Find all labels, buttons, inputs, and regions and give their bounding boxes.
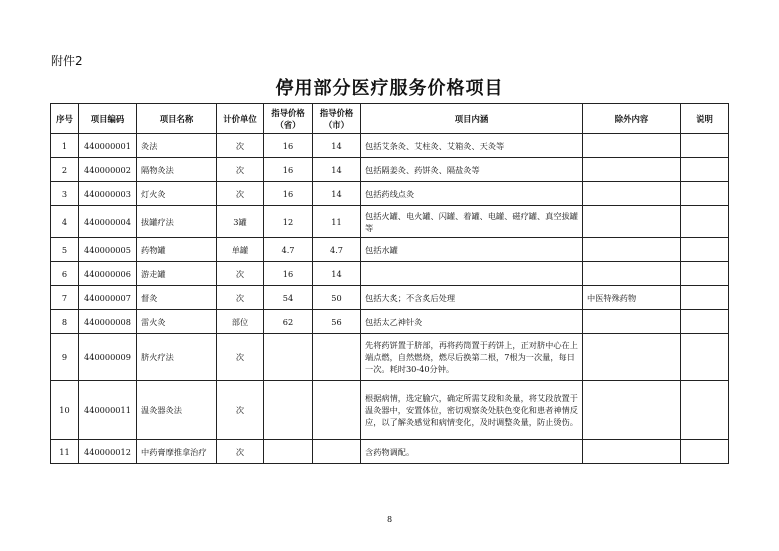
pricing-unit-cell: 次 <box>217 134 264 158</box>
note-cell <box>681 310 729 334</box>
price-province-cell: 62 <box>264 310 313 334</box>
table-row <box>51 381 729 440</box>
note-cell <box>681 158 729 182</box>
exclusion-content-cell <box>583 182 681 206</box>
note-cell <box>681 182 729 206</box>
item-code-cell: 440000008 <box>79 310 137 334</box>
row-number-cell: 1 <box>51 134 79 158</box>
item-name-cell: 督灸 <box>137 286 217 310</box>
pricing-unit-cell: 次 <box>217 286 264 310</box>
table-row <box>51 440 729 464</box>
row-number-cell: 2 <box>51 158 79 182</box>
item-content-cell: 包括艾条灸、艾柱灸、艾箱灸、天灸等 <box>361 134 583 158</box>
column-header: 除外内容 <box>583 104 681 134</box>
note-cell <box>681 440 729 464</box>
exclusion-content-cell: 中医特殊药物 <box>583 286 681 310</box>
item-code-cell: 440000002 <box>79 158 137 182</box>
table-row <box>51 286 729 310</box>
exclusion-content-cell <box>583 310 681 334</box>
pricing-unit-cell: 次 <box>217 440 264 464</box>
price-province-cell: 12 <box>264 206 313 238</box>
exclusion-content-cell <box>583 158 681 182</box>
price-city-cell <box>313 381 361 440</box>
price-city-cell: 14 <box>313 262 361 286</box>
column-header: 序号 <box>51 104 79 134</box>
column-header: 项目内涵 <box>361 104 583 134</box>
column-header: 项目名称 <box>137 104 217 134</box>
note-cell <box>681 206 729 238</box>
item-code-cell: 440000005 <box>79 238 137 262</box>
item-code-cell: 440000011 <box>79 381 137 440</box>
column-header: 指导价格（市） <box>313 104 361 134</box>
exclusion-content-cell <box>583 440 681 464</box>
exclusion-content-cell <box>583 134 681 158</box>
item-name-cell: 灸法 <box>137 134 217 158</box>
note-cell <box>681 134 729 158</box>
item-name-cell: 灯火灸 <box>137 182 217 206</box>
note-cell <box>681 262 729 286</box>
row-number-cell: 5 <box>51 238 79 262</box>
table-row <box>51 262 729 286</box>
table-row <box>51 182 729 206</box>
row-number-cell: 8 <box>51 310 79 334</box>
item-content-cell: 包括太乙神针灸 <box>361 310 583 334</box>
price-city-cell: 4.7 <box>313 238 361 262</box>
pricing-unit-cell: 次 <box>217 334 264 381</box>
price-province-cell: 16 <box>264 134 313 158</box>
note-cell <box>681 238 729 262</box>
table-row <box>51 334 729 381</box>
price-city-cell: 14 <box>313 158 361 182</box>
row-number-cell: 11 <box>51 440 79 464</box>
row-number-cell: 9 <box>51 334 79 381</box>
table-row <box>51 206 729 238</box>
page-title: 停用部分医疗服务价格项目 <box>275 78 504 99</box>
item-content-cell <box>361 262 583 286</box>
row-number-cell: 7 <box>51 286 79 310</box>
price-city-cell: 14 <box>313 182 361 206</box>
column-header: 计价单位 <box>217 104 264 134</box>
item-content-cell: 根据病情，选定腧穴，确定所需艾段和灸量，将艾段放置于温灸器中，安置体位，密切观察灸处肤色变化和患者神情反应，以了解灸感觉和病情变化，及时调整灸量，防止烫伤。 <box>361 381 583 440</box>
pricing-unit-cell: 次 <box>217 182 264 206</box>
item-code-cell: 440000009 <box>79 334 137 381</box>
price-city-cell: 50 <box>313 286 361 310</box>
item-code-cell: 440000001 <box>79 134 137 158</box>
note-cell <box>681 286 729 310</box>
item-name-cell: 药物罐 <box>137 238 217 262</box>
price-city-cell <box>313 440 361 464</box>
price-province-cell: 16 <box>264 158 313 182</box>
row-number-cell: 4 <box>51 206 79 238</box>
pricing-unit-cell: 部位 <box>217 310 264 334</box>
column-header: 项目编码 <box>79 104 137 134</box>
pricing-unit-cell: 次 <box>217 262 264 286</box>
price-city-cell <box>313 334 361 381</box>
attachment-label: 附件2 <box>51 54 83 68</box>
row-number-cell: 10 <box>51 381 79 440</box>
item-content-cell: 包括药线点灸 <box>361 182 583 206</box>
price-province-cell <box>264 381 313 440</box>
item-name-cell: 中药膏摩推拿治疗 <box>137 440 217 464</box>
item-content-cell: 包括大炙；不含炙后处理 <box>361 286 583 310</box>
price-city-cell: 14 <box>313 134 361 158</box>
item-code-cell: 440000012 <box>79 440 137 464</box>
price-province-cell: 4.7 <box>264 238 313 262</box>
item-content-cell: 包括隔姜灸、药饼灸、隔盐灸等 <box>361 158 583 182</box>
pricing-unit-cell: 次 <box>217 158 264 182</box>
pricing-unit-cell: 次 <box>217 381 264 440</box>
table-row <box>51 134 729 158</box>
item-code-cell: 440000007 <box>79 286 137 310</box>
item-name-cell: 脐火疗法 <box>137 334 217 381</box>
price-table <box>50 103 729 464</box>
column-header: 指导价格（省） <box>264 104 313 134</box>
pricing-unit-cell: 单罐 <box>217 238 264 262</box>
page-number: 8 <box>386 515 393 524</box>
price-province-cell: 54 <box>264 286 313 310</box>
exclusion-content-cell <box>583 238 681 262</box>
pricing-unit-cell: 3罐 <box>217 206 264 238</box>
price-province-cell <box>264 440 313 464</box>
item-name-cell: 拔罐疗法 <box>137 206 217 238</box>
item-name-cell: 游走罐 <box>137 262 217 286</box>
row-number-cell: 3 <box>51 182 79 206</box>
exclusion-content-cell <box>583 262 681 286</box>
item-content-cell: 包括火罐、电火罐、闪罐、着罐、电罐、磁疗罐、真空拔罐等 <box>361 206 583 238</box>
exclusion-content-cell <box>583 206 681 238</box>
item-code-cell: 440000003 <box>79 182 137 206</box>
exclusion-content-cell <box>583 334 681 381</box>
item-content-cell: 先将药饼置于脐部，再将药筒置于药饼上，正对脐中心在上端点燃，自然燃烧，燃尽后换第二根，7根为一次量，每日一次。耗时30-40分钟。 <box>361 334 583 381</box>
table-header-row <box>51 104 729 134</box>
column-header: 说明 <box>681 104 729 134</box>
price-city-cell: 56 <box>313 310 361 334</box>
item-content-cell: 包括水罐 <box>361 238 583 262</box>
table-row <box>51 158 729 182</box>
note-cell <box>681 334 729 381</box>
row-number-cell: 6 <box>51 262 79 286</box>
note-cell <box>681 381 729 440</box>
item-content-cell: 含药物调配。 <box>361 440 583 464</box>
price-province-cell: 16 <box>264 262 313 286</box>
item-name-cell: 雷火灸 <box>137 310 217 334</box>
price-province-cell <box>264 334 313 381</box>
price-city-cell: 11 <box>313 206 361 238</box>
item-name-cell: 隔物灸法 <box>137 158 217 182</box>
exclusion-content-cell <box>583 381 681 440</box>
table-row <box>51 310 729 334</box>
price-province-cell: 16 <box>264 182 313 206</box>
table-row <box>51 238 729 262</box>
item-code-cell: 440000004 <box>79 206 137 238</box>
item-code-cell: 440000006 <box>79 262 137 286</box>
item-name-cell: 温灸器灸法 <box>137 381 217 440</box>
